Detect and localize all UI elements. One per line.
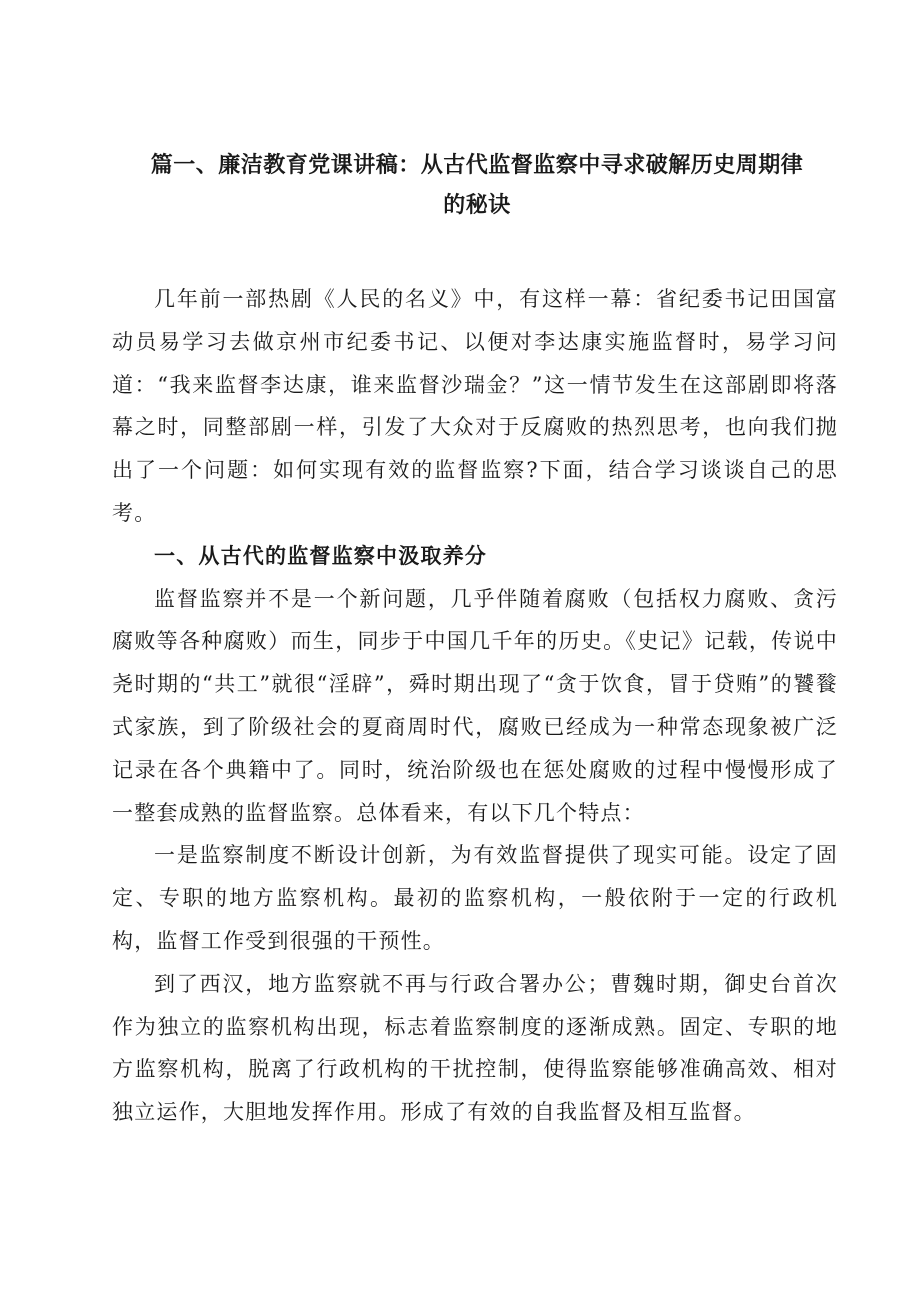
paragraph-point-1-continued: 到了西汉，地方监察就不再与行政合署办公；曹魏时期，御史台首次作为独立的监察机构出现，标志着监察制度的逐渐成熟。固定、专职的地方监察机构，脱离了行政机构的干扰控制，使得监察能够准确高效、相对独立运作，大胆地发挥作用。形成了有效的自我监督及相互监督。 (112, 971, 838, 1125)
paragraph-point-1: 一是监察制度不断设计创新，为有效监督提供了现实可能。设定了固定、专职的地方监察机构。最初的监察机构，一般依附于一定的行政机构，监督工作受到很强的干预性。 (112, 843, 838, 953)
document-body (112, 278, 838, 1134)
document-title (112, 146, 842, 226)
document-title-line-2: 的秘诀 (443, 193, 511, 218)
paragraph-intro: 几年前一部热剧《人民的名义》中，有这样一幕：省纪委书记田国富动员易学习去做京州市纪委书记、以便对李达康实施监督时，易学习问道：“我来监督李达康，谁来监督沙瑞金？”这一情节发生在这部剧即将落幕之时，同整部剧一样，引发了大众对于反腐败的热烈思考，也向我们抛出了一个问题：如何实现有效的监督监察?下面，结合学习谈谈自己的思考。 (112, 287, 838, 525)
section-heading-1: 一、从古代的监督监察中汲取养分 (154, 543, 487, 568)
document-title-line-1: 篇一、廉洁教育党课讲稿：从古代监督监察中寻求破解历史周期律 (150, 153, 804, 178)
paragraph-section-1-overview: 监督监察并不是一个新问题，几乎伴随着腐败（包括权力腐败、贪污腐败等各种腐败）而生，同步于中国几千年的历史。《史记》记载，传说中尧时期的“共工”就很“淫辟”，舜时期出现了“贪于饮食，冒于贷贿”的饕餮式家族，到了阶级社会的夏商周时代，腐败已经成为一种常态现象被广泛记录在各个典籍中了。同时，统治阶级也在惩处腐败的过程中慢慢形成了一整套成熟的监督监察。总体看来，有以下几个特点： (112, 586, 838, 825)
